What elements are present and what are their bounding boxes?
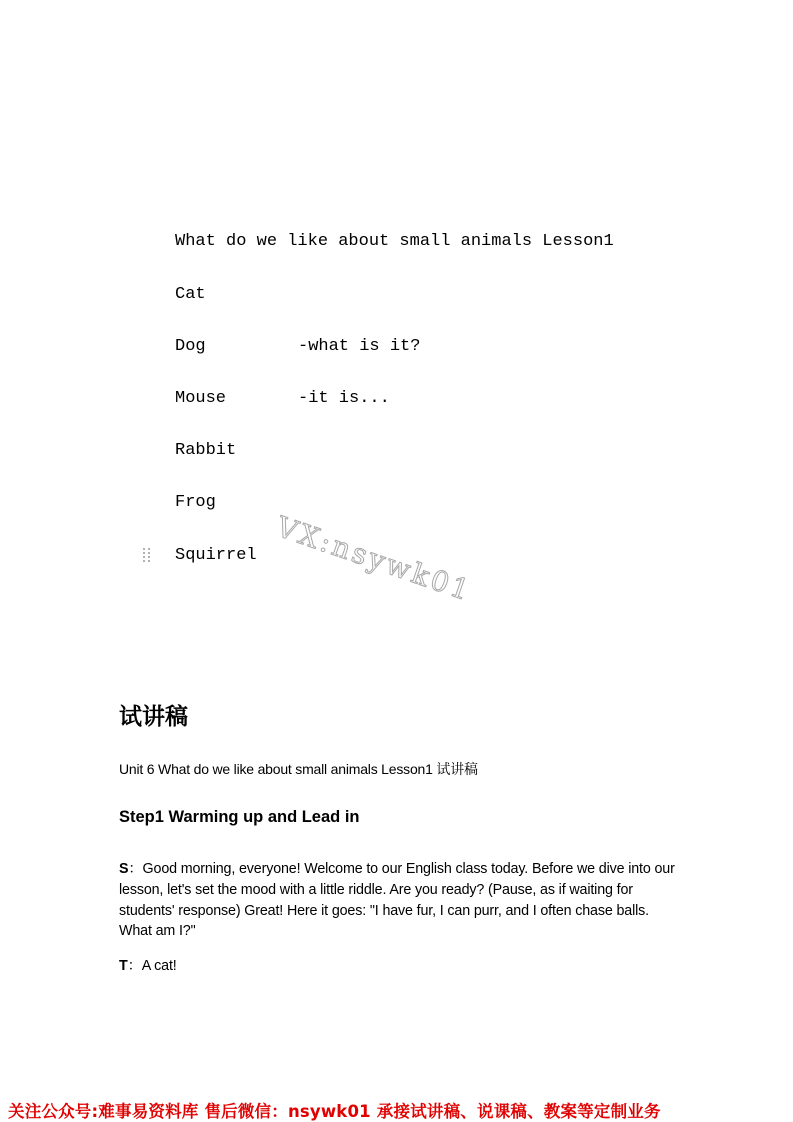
lesson-title: What do we like about small animals Lesson1 — [175, 232, 614, 251]
footer-banner: 关注公众号:难事易资料库 售后微信：nsywk01 承接试讲稿、说课稿、教案等定制业务 — [8, 1102, 661, 1121]
speaker-label: T — [119, 958, 128, 974]
dialog-answer: -it is... — [298, 389, 390, 408]
paragraph-text: Good morning, everyone! Welcome to our English class today. Before we dive into our lesson, let's set the mood with a little riddle. Are you ready? (Pause, as if waiting for students' response) Great! Here it goes: "I have fur, I can purr, and I often chase balls. What am I?" — [119, 861, 675, 940]
animal-cat: Cat — [175, 285, 206, 304]
animal-mouse: Mouse — [175, 389, 227, 408]
section-heading: 试讲稿 — [119, 704, 188, 730]
paragraph-text: A cat! — [141, 958, 177, 974]
animal-dog: Dog — [175, 337, 206, 356]
document-subtitle: Unit 6 What do we like about small animals Lesson1 试讲稿 — [119, 761, 478, 777]
step-heading: Step1 Warming up and Lead in — [119, 808, 360, 826]
watermark: VX:nsywk01 — [272, 510, 477, 608]
speaker-separator: ： — [127, 958, 142, 974]
animal-squirrel: Squirrel — [175, 546, 257, 565]
paragraph-teacher — [119, 956, 684, 977]
paragraph-student — [119, 859, 684, 942]
drag-handle-icon[interactable] — [143, 548, 151, 562]
speaker-label: S — [119, 861, 129, 877]
animal-rabbit: Rabbit — [175, 441, 237, 460]
speaker-separator: ： — [128, 861, 143, 877]
dialog-question: -what is it? — [298, 337, 421, 356]
animal-frog: Frog — [175, 493, 216, 512]
